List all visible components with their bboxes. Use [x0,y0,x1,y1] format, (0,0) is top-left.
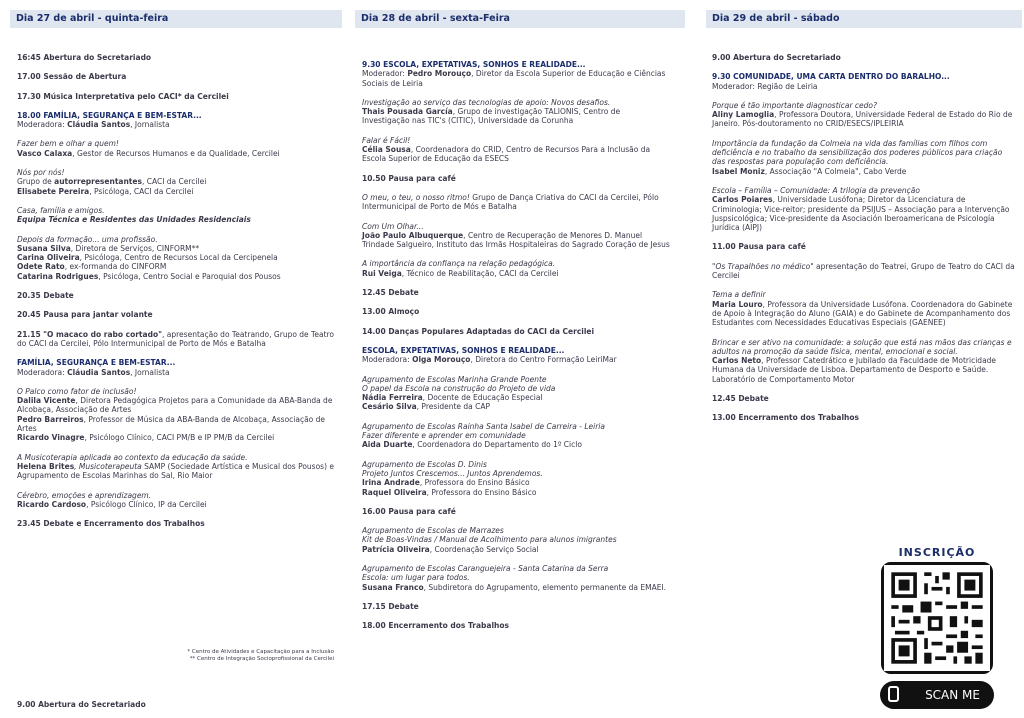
talk-block: Tema a definir Maria Louro, Professora da Universidade Lusófona. Coordenadora do Gabinete de Apoio à Integração do Aluno (GAIA) e do Gabinete de Acompanhamento dos Estudantes com Necessidades Educativas Especiais (GAENEE) [712,290,1013,328]
session-title: ESCOLA, EXPETATIVAS, SONHOS E REALIDADE... [362,345,565,355]
talk-block: O meu, o teu, o nosso ritmo! Grupo de Dança Criativa do CACI da Cercilei, Pólo Intermunicipal de Porto de Mós e Batalha [362,192,659,212]
schedule-item: 12.45 Debate [362,288,419,298]
schedule-item: 16:45 Abertura do Secretariado [17,53,152,62]
session-block: 9.30 ESCOLA, EXPETATIVAS, SONHOS E REALIDADE... Moderador: Pedro Morouço, Diretor da Escola Superior de Educação e Ciências Sociais de Leiria [362,60,666,88]
scan-me-button[interactable]: SCAN ME [880,681,994,709]
footnote: ** Centro de Integração Socioprofissional da Cercilei [189,656,334,662]
footnotes [120,649,334,663]
schedule-item: 11.00 Pausa para café [712,242,806,252]
qr-code[interactable] [881,562,993,674]
talk-block: "Os Trapalhões no médico" apresentação do Teatrei, Grupo de Teatro do CACI da Cercilei [712,261,1015,281]
phone-icon [888,686,899,702]
schedule-item: 20.45 Pausa para jantar volante [17,310,153,320]
talk-block: Brincar e ser ativo na comunidade: a solução que está nas mãos das crianças e adultos na promoção da saúde física, mental, emocional e social. Carlos Neto, Professor Catedrático e Jubilado da Faculdade de Motricidade Humana da Universidade de Lisboa. Departamento de Desporto e Saúde. Laboratório de Comportamento Motor [712,337,1012,384]
talk-block: Agrupamento de Escolas de Marrazes Kit de Boas-Vindas / Manual de Acolhimento para alunos imigrantes Patrícia Oliveira, Coordenação Serviço Social [362,526,617,554]
talk-block: Casa, família e amigos. Equipa Técnica e Residentes das Unidades Residenciais [17,205,251,225]
talk-block: Agrupamento de Escolas Caranguejeira - Santa Catarina da Serra Escola: um lugar para todos. Susana Franco, Subdiretora do Agrupamento, elemento permanente da EMAEI. [362,563,667,592]
schedule-item: 9.00 Abertura do Secretariado [712,53,841,62]
talk-block: Importância da fundação da Colmeia na vida das famílias com filhos com deficiência e no trabalho da sensibilização dos poderes públicos para criação das respostas para população com deficiência. Isabel Moniz, Associação "A Colmeia", Cabo Verde [712,138,1003,176]
schedule-item: 17.00 Sessão de Abertura [17,72,127,82]
schedule-item: 13.00 Almoço [362,307,420,317]
qr-code-icon [884,565,990,671]
talk-block: Falar é Fácil! Célia Sousa, Coordenadora do CRID, Centro de Recursos Para a Inclusão da Escola Superior de Educação da ESECS [362,135,651,164]
schedule-item: 10.50 Pausa para café [362,173,456,183]
talk-block: Cérebro, emoções e aprendizagem. Ricardo Cardoso, Psicólogo Clínico, IP da Cercilei [17,490,207,509]
talk-block: Agrupamento de Escolas Rainha Santa Isabel de Carreira - Leiria Fazer diferente e aprender em comunidade Aida Duarte, Coordenadora do Departamento do 1º Ciclo [362,421,605,450]
day2-header: Dia 28 de abril - sexta-Feira [355,10,685,28]
schedule-item: 21.15 "O macaco do rabo cortado", apresentação do Teatrando, Grupo de Teatro do CACI da Cercilei, Pólo Intermunicipal de Porto de Mós e Batalha [17,329,335,348]
schedule-item: 17.15 Debate [362,601,419,611]
bottom-schedule-item: 9.00 Abertura do Secretariado [17,700,146,709]
talk-block: Depois da formação... uma profissão. Susana Silva, Diretora de Serviços, CINFORM** Carina Oliveira, Psicóloga, Centro de Recursos Local da Cercipenela Odete Rato, ex-formanda do CINFORM Catarina Rodrigues, Psicóloga, Centro Social e Paroquial dos Pousos [17,234,281,281]
day1-header: Dia 27 de abril - quinta-feira [10,10,342,28]
day2-column [362,60,670,640]
session-block: 18.00 FAMÍLIA, SEGURANÇA E BEM-ESTAR... Moderadora: Cláudia Santos, Jornalista [17,110,202,130]
day1-column [17,53,335,538]
schedule-item: 13.00 Encerramento dos Trabalhos [712,413,859,423]
schedule-item: 20.35 Debate [17,291,74,301]
schedule-item: 18.00 Encerramento dos Trabalhos [362,621,509,631]
schedule-item: 12.45 Debate [712,394,769,404]
talk-block: Com Um Olhar... João Paulo Albuquerque, Centro de Recuperação de Menores D. Manuel Trindade Salgueiro, Instituto das Irmãs Hospitaleiras do Sagrado Coração de Jesus [362,221,670,250]
schedule-item: 23.45 Debate e Encerramento dos Trabalhos [17,519,205,529]
session-title: 9.30 COMUNIDADE, UMA CARTA DENTRO DO BARALHO... [712,72,950,82]
talk-block: Investigação ao serviço das tecnologias de apoio: Novos desafios. Thais Pousada García, Grupo de investigação TALIONIS, Centro de Investigação nas TIC's (CITIC), Universidade da Corunha [362,97,621,126]
talk-block: O Palco como fator de inclusão! Dalila Vicente, Diretora Pedagógica Projetos para a Comunidade da ABA-Banda de Alcobaça, Associação de Artes Pedro Barreiros, Professor de Música da ABA-Banda de Alcobaça, Associação de Artes Ricardo Vinagre, Psicólogo Clínico, CACI PM/B e IP PM/B da Cercilei [17,386,333,443]
registration-title: INSCRIÇÃO [898,546,976,559]
talk-block: A importância da confiança na relação pedagógica. Rui Veiga, Técnico de Reabilitação, CACI da Cercilei [362,259,559,278]
talk-block: Fazer bem e olhar a quem! Vasco Calaxa, Gestor de Recursos Humanos e da Qualidade, Cercilei [17,139,280,158]
schedule-item: 16.00 Pausa para café [362,506,456,516]
talk-block: Nós por nós! Grupo de autorrepresentantes, CACI da Cercilei Elisabete Pereira, Psicóloga, CACI da Cercilei [17,168,207,196]
session-title: 18.00 FAMÍLIA, SEGURANÇA E BEM-ESTAR... [17,110,202,120]
session-block: FAMÍLIA, SEGURANÇA E BEM-ESTAR... Moderadora: Cláudia Santos, Jornalista [17,358,176,377]
day3-column [712,53,1016,433]
schedule-item: 17.30 Música Interpretativa pelo CACI* da Cercilei [17,91,229,101]
talk-block: Porque é tão importante diagnosticar cedo? Aliny Lamoglia, Professora Doutora, Universidade Federal de Estado do Rio de Janeiro. Pós-doutoramento no CRID/ESECS/IPLEIRIA [712,100,1013,129]
session-block: ESCOLA, EXPETATIVAS, SONHOS E REALIDADE... Moderadora: Olga Morouço, Diretora do Centro Formação LeiriMar [362,345,617,365]
schedule-item: 14.00 Danças Populares Adaptadas do CACI da Cercilei [362,326,595,336]
footnote: * Centro de Atividades e Capacitação para a Inclusão [187,649,334,655]
session-block: 9.30 COMUNIDADE, UMA CARTA DENTRO DO BARALHO... Moderador: Região de Leiria [712,72,950,91]
talk-block: A Musicoterapia aplicada ao contexto da educação da saúde. Helena Brites, Musicoterapeuta SAMP (Sociedade Artística e Musical dos Pousos) e Agrupamento de Escolas Marinhas do Sal, Rio Maior [17,452,335,481]
session-title: 9.30 ESCOLA, EXPETATIVAS, SONHOS E REALIDADE... [362,60,586,69]
session-title: FAMÍLIA, SEGURANÇA E BEM-ESTAR... [17,358,176,368]
talk-block: Agrupamento de Escolas D. Dinis Projeto Juntos Crescemos... Juntos Aprendemos. Irina Andrade, Professora do Ensino Básico Raquel Oliveira, Professora do Ensino Básico [362,459,543,497]
talk-block: Agrupamento de Escolas Marinha Grande Poente O papel da Escola na construção do Projeto de vida Nádia Ferreira, Docente de Educação Especial Cesário Silva, Presidente da CAP [362,374,556,412]
day3-header: Dia 29 de abril - sábado [706,10,1022,28]
talk-block: Escola – Família – Comunidade: A trilogia da prevenção Carlos Poiares, Universidade Lusófona; Diretor da Licenciatura de Criminologia; Vice-reitor; presidente da PSIJUS – Associação para a Intervenção Juspsicológica; Vice-presidente da Asociación Iberoamericana de Psicología Jurídica (AIPJ) [712,185,1010,233]
